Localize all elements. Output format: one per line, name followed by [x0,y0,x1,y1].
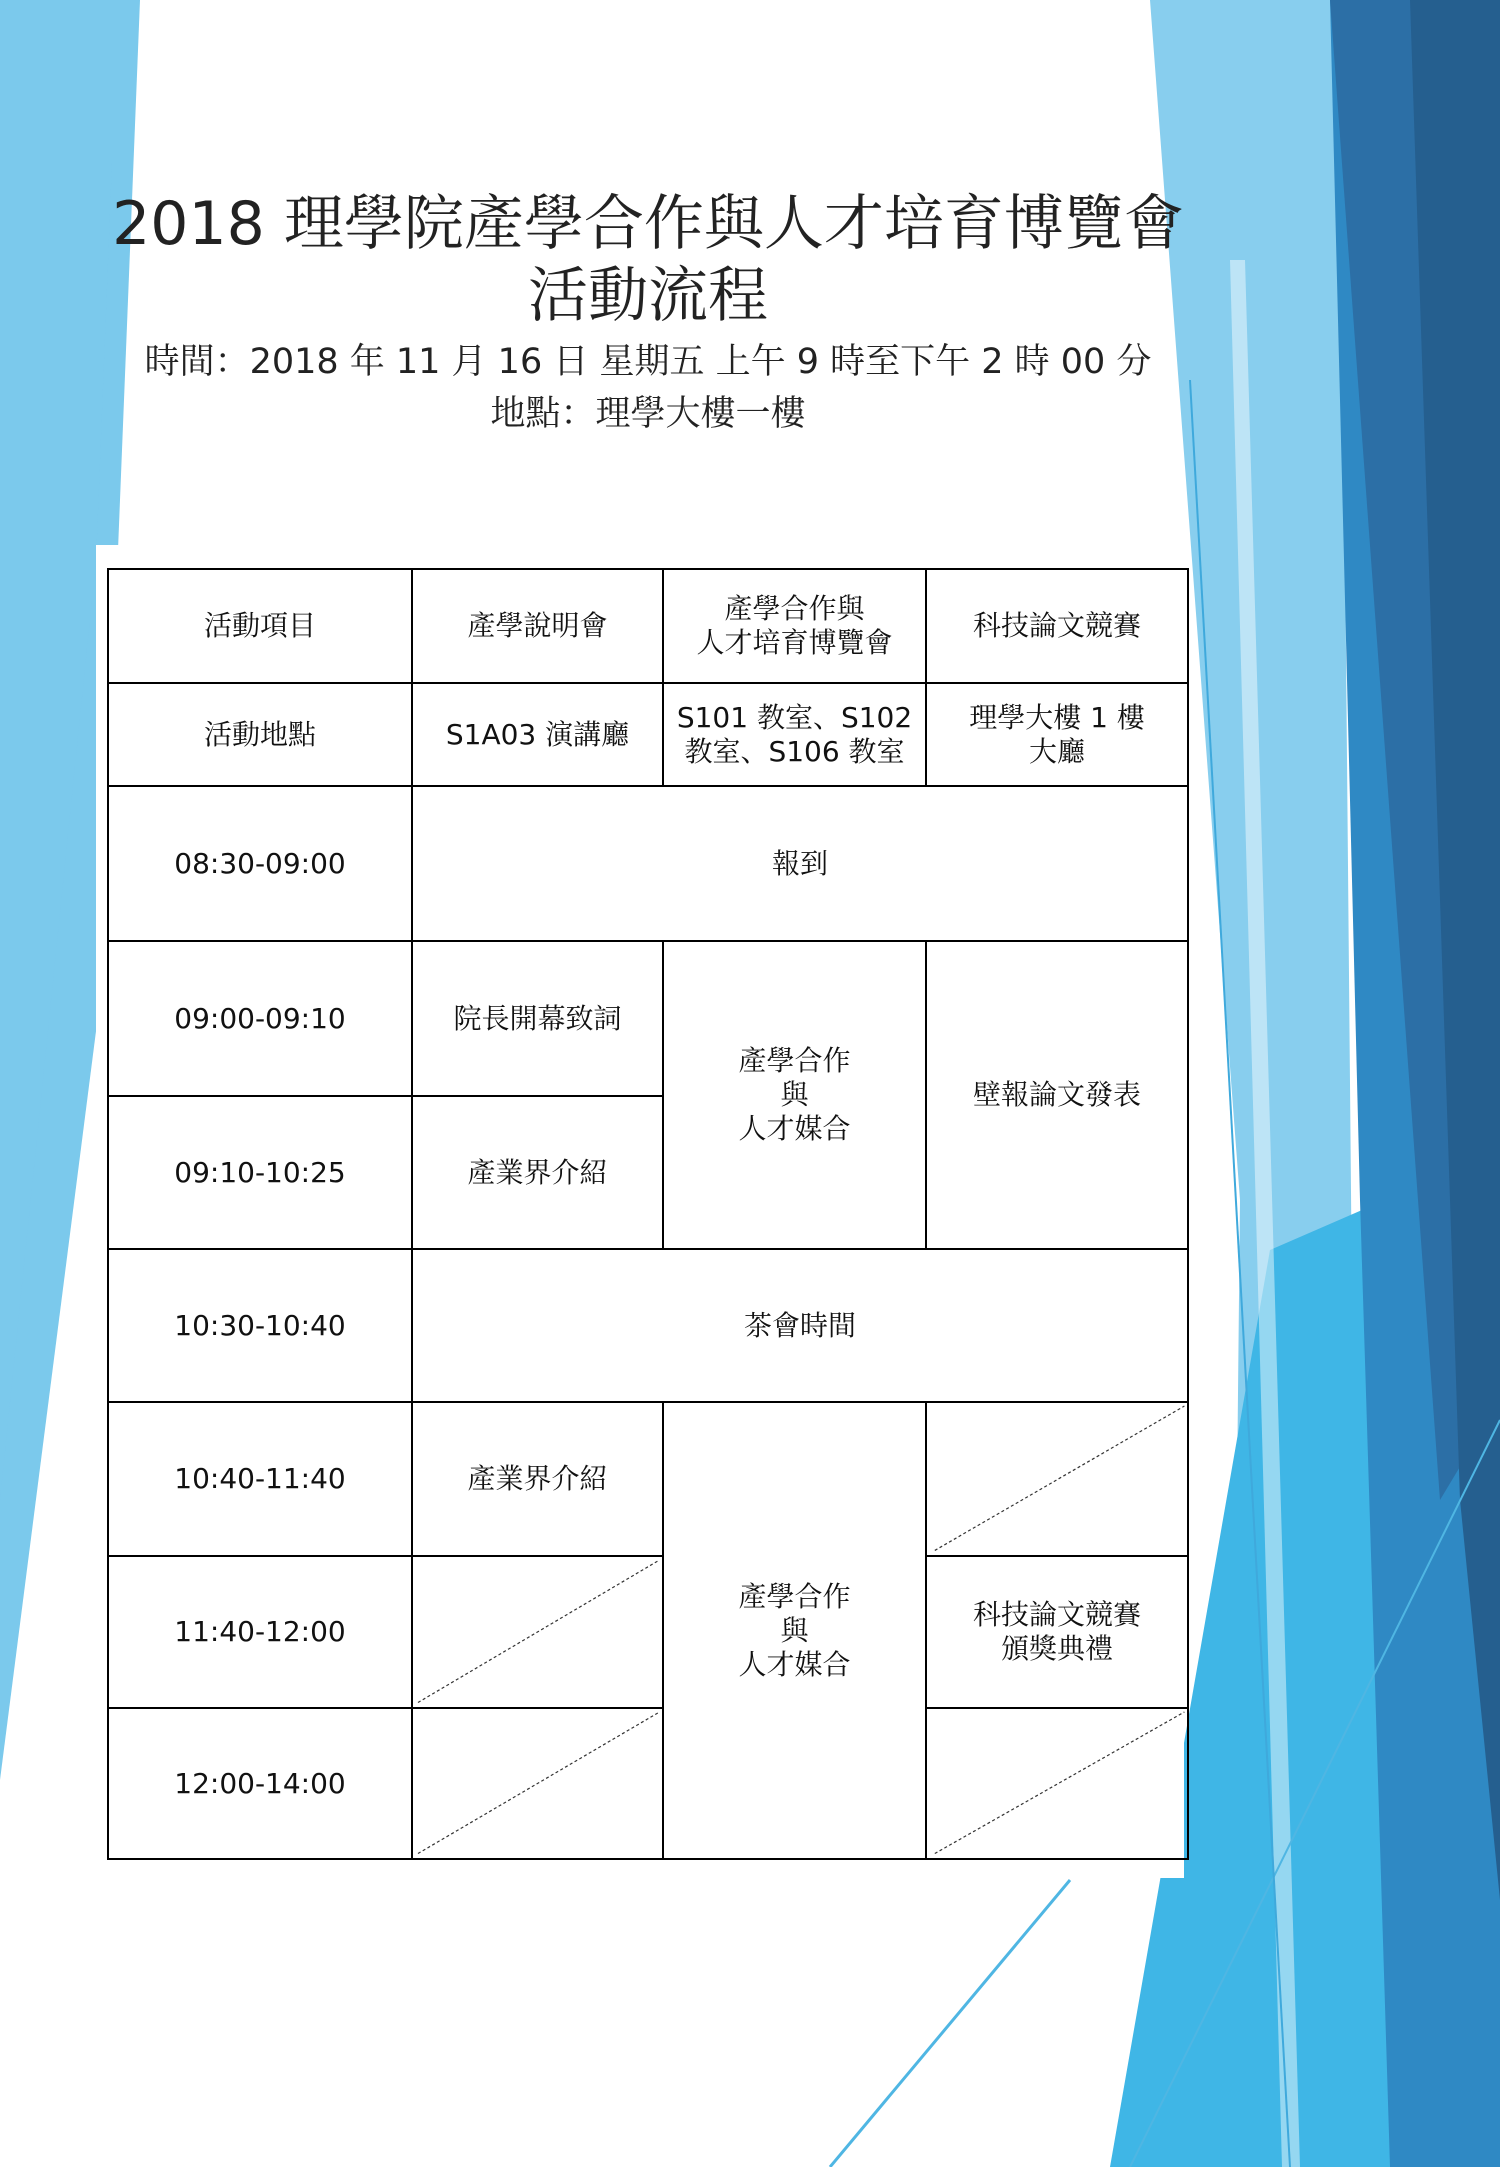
location-label: 活動地點 [108,683,412,786]
diagonal-slash [927,1403,1187,1555]
thin-line-1 [830,1880,1070,2167]
activity-cell: 產業界介紹 [412,1096,663,1249]
table-row [108,683,1188,786]
time-cell: 09:00-09:10 [108,941,412,1096]
table-row [108,1402,1188,1556]
table-row [108,1249,1188,1402]
time-cell: 08:30-09:00 [108,786,412,941]
activity-cell: 產學合作 與 人才媒合 [663,1402,926,1859]
page-subtitle: 活動流程 [528,261,768,331]
location-cell: S101 教室、S102 教室、S106 教室 [663,683,926,786]
empty-slash-cell [412,1708,663,1859]
event-time: 時間：2018 年 11 月 16 日 星期五 上午 9 時至下午 2 時 00 分 [144,342,1152,382]
activity-cell: 產業界介紹 [412,1402,663,1556]
span-cell: 報到 [412,786,1188,941]
table-row [108,1708,1188,1859]
activity-cell: 壁報論文發表 [926,941,1188,1249]
diagonal-slash [413,1709,662,1858]
empty-slash-cell [926,1402,1188,1556]
table-row [108,569,1188,683]
table-row [108,1556,1188,1708]
event-venue: 地點：理學大樓一樓 [490,394,806,434]
page-title: 2018 理學院產學合作與人才培育博覽會 [112,189,1184,259]
table-row [108,786,1188,941]
header-cell: 產學說明會 [412,569,663,683]
header-cell: 活動項目 [108,569,412,683]
span-cell: 茶會時間 [412,1249,1188,1402]
header-cell: 產學合作與 人才培育博覽會 [663,569,926,683]
time-cell: 12:00-14:00 [108,1708,412,1859]
location-cell: S1A03 演講廳 [412,683,663,786]
location-cell: 理學大樓 1 樓 大廳 [926,683,1188,786]
time-cell: 11:40-12:00 [108,1556,412,1708]
time-cell: 09:10-10:25 [108,1096,412,1249]
page-header [112,178,1184,488]
empty-slash-cell [926,1708,1188,1859]
time-cell: 10:30-10:40 [108,1249,412,1402]
time-cell: 10:40-11:40 [108,1402,412,1556]
diagonal-slash [413,1557,662,1707]
diagonal-slash [927,1709,1187,1858]
header-cell: 科技論文競賽 [926,569,1188,683]
empty-slash-cell [412,1556,663,1708]
activity-cell: 科技論文競賽 頒獎典禮 [926,1556,1188,1708]
schedule-table [107,568,1189,1860]
activity-cell: 院長開幕致詞 [412,941,663,1096]
activity-cell: 產學合作 與 人才媒合 [663,941,926,1249]
table-row [108,941,1188,1096]
